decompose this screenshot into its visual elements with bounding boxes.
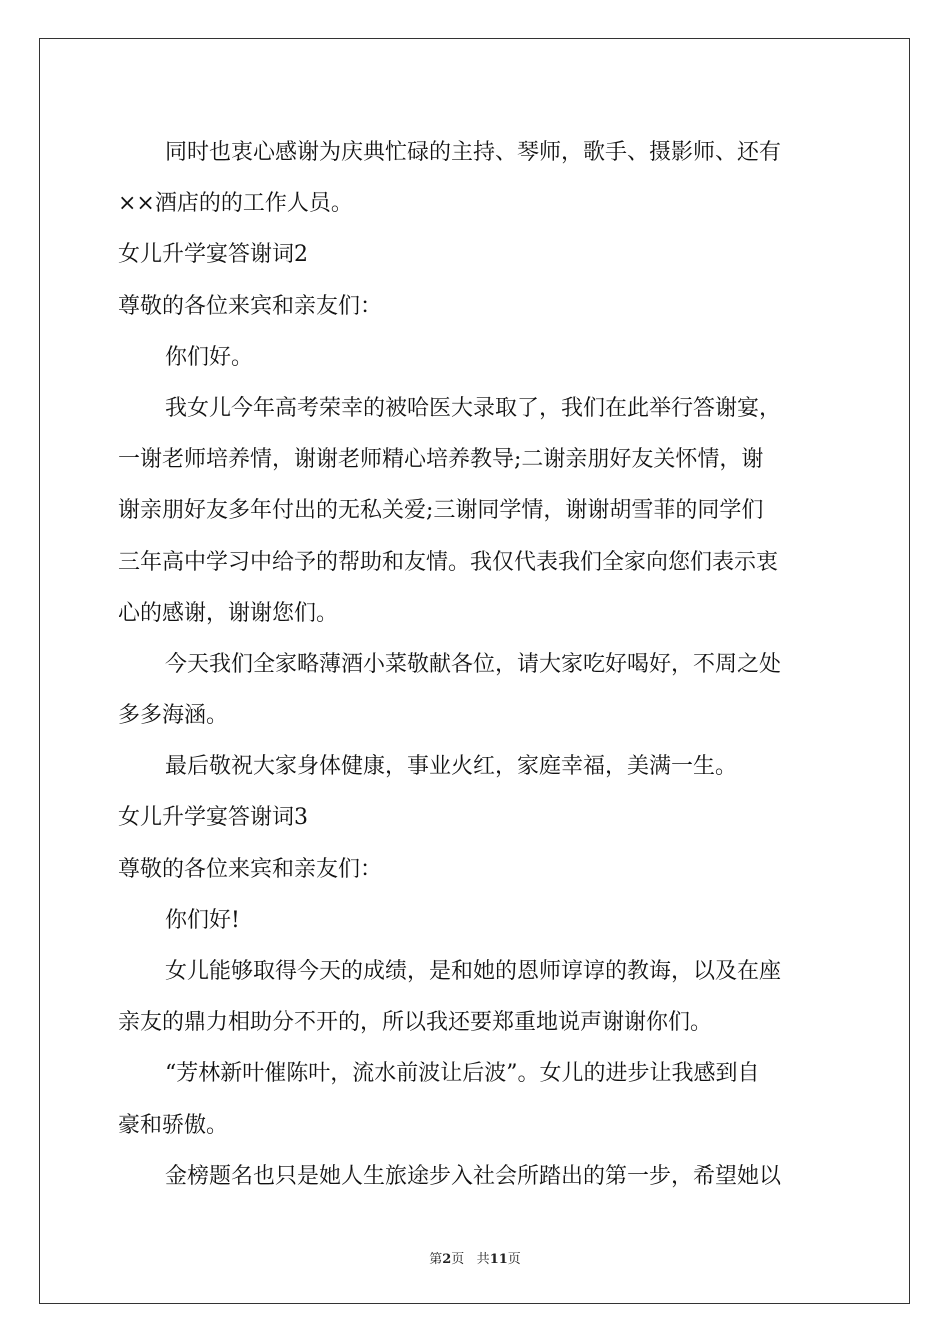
footer-total-prefix: 共 — [476, 1252, 490, 1267]
text-line: 金榜题名也只是她人生旅途步入社会所踏出的第一步，希望她以 — [165, 1163, 782, 1189]
text-line: 女儿升学宴答谢词3 — [118, 805, 308, 831]
text-line: 女儿能够取得今天的成绩，是和她的恩师谆谆的教诲，以及在座 — [165, 959, 782, 984]
document-body — [118, 127, 834, 1202]
text-line: 尊敬的各位来宾和亲友们： — [118, 293, 383, 319]
text-line: 多多海涵。 — [118, 703, 229, 729]
text-line: 尊敬的各位来宾和亲友们： — [118, 856, 383, 882]
text-line: 三年高中学习中给予的帮助和友情。我仅代表我们全家向您们表示衷 — [118, 549, 779, 575]
text-line: ××酒店的的工作人员。 — [118, 191, 353, 217]
footer-page-prefix: 第 — [429, 1252, 443, 1267]
text-line: 亲友的鼎力相助分不开的，所以我还要郑重地说声谢谢你们。 — [118, 1010, 713, 1036]
text-line: “芳林新叶催陈叶，流水前波让后波”。女儿的进步让我感到自 — [165, 1061, 760, 1087]
text-line: 女儿升学宴答谢词2 — [118, 242, 308, 268]
footer-total-suffix: 页 — [507, 1252, 521, 1267]
text-line: 心的感谢，谢谢您们。 — [118, 600, 339, 626]
text-line: 谢亲朋好友多年付出的无私关爱;三谢同学情，谢谢胡雪菲的同学们 — [118, 498, 764, 524]
footer-page-suffix: 页 — [451, 1252, 465, 1267]
text-line: 你们好! — [165, 907, 240, 933]
text-line: 你们好。 — [165, 344, 254, 370]
page-footer — [0, 1248, 950, 1267]
footer-page-number: 2 — [442, 1252, 452, 1267]
text-line: 一谢老师培养情，谢谢老师精心培养教导;二谢亲朋好友关怀情，谢 — [118, 447, 764, 473]
footer-total-pages: 11 — [489, 1252, 508, 1267]
text-line: 同时也衷心感谢为庆典忙碌的主持、琴师，歌手、摄影师、还有 — [165, 140, 782, 165]
text-line: 我女儿今年高考荣幸的被哈医大录取了，我们在此举行答谢宴， — [165, 395, 782, 421]
text-line: 最后敬祝大家身体健康，事业火红，家庭幸福，美满一生。 — [165, 754, 738, 780]
text-line: 豪和骄傲。 — [118, 1112, 229, 1138]
text-line: 今天我们全家略薄酒小菜敬献各位，请大家吃好喝好，不周之处 — [165, 651, 782, 677]
